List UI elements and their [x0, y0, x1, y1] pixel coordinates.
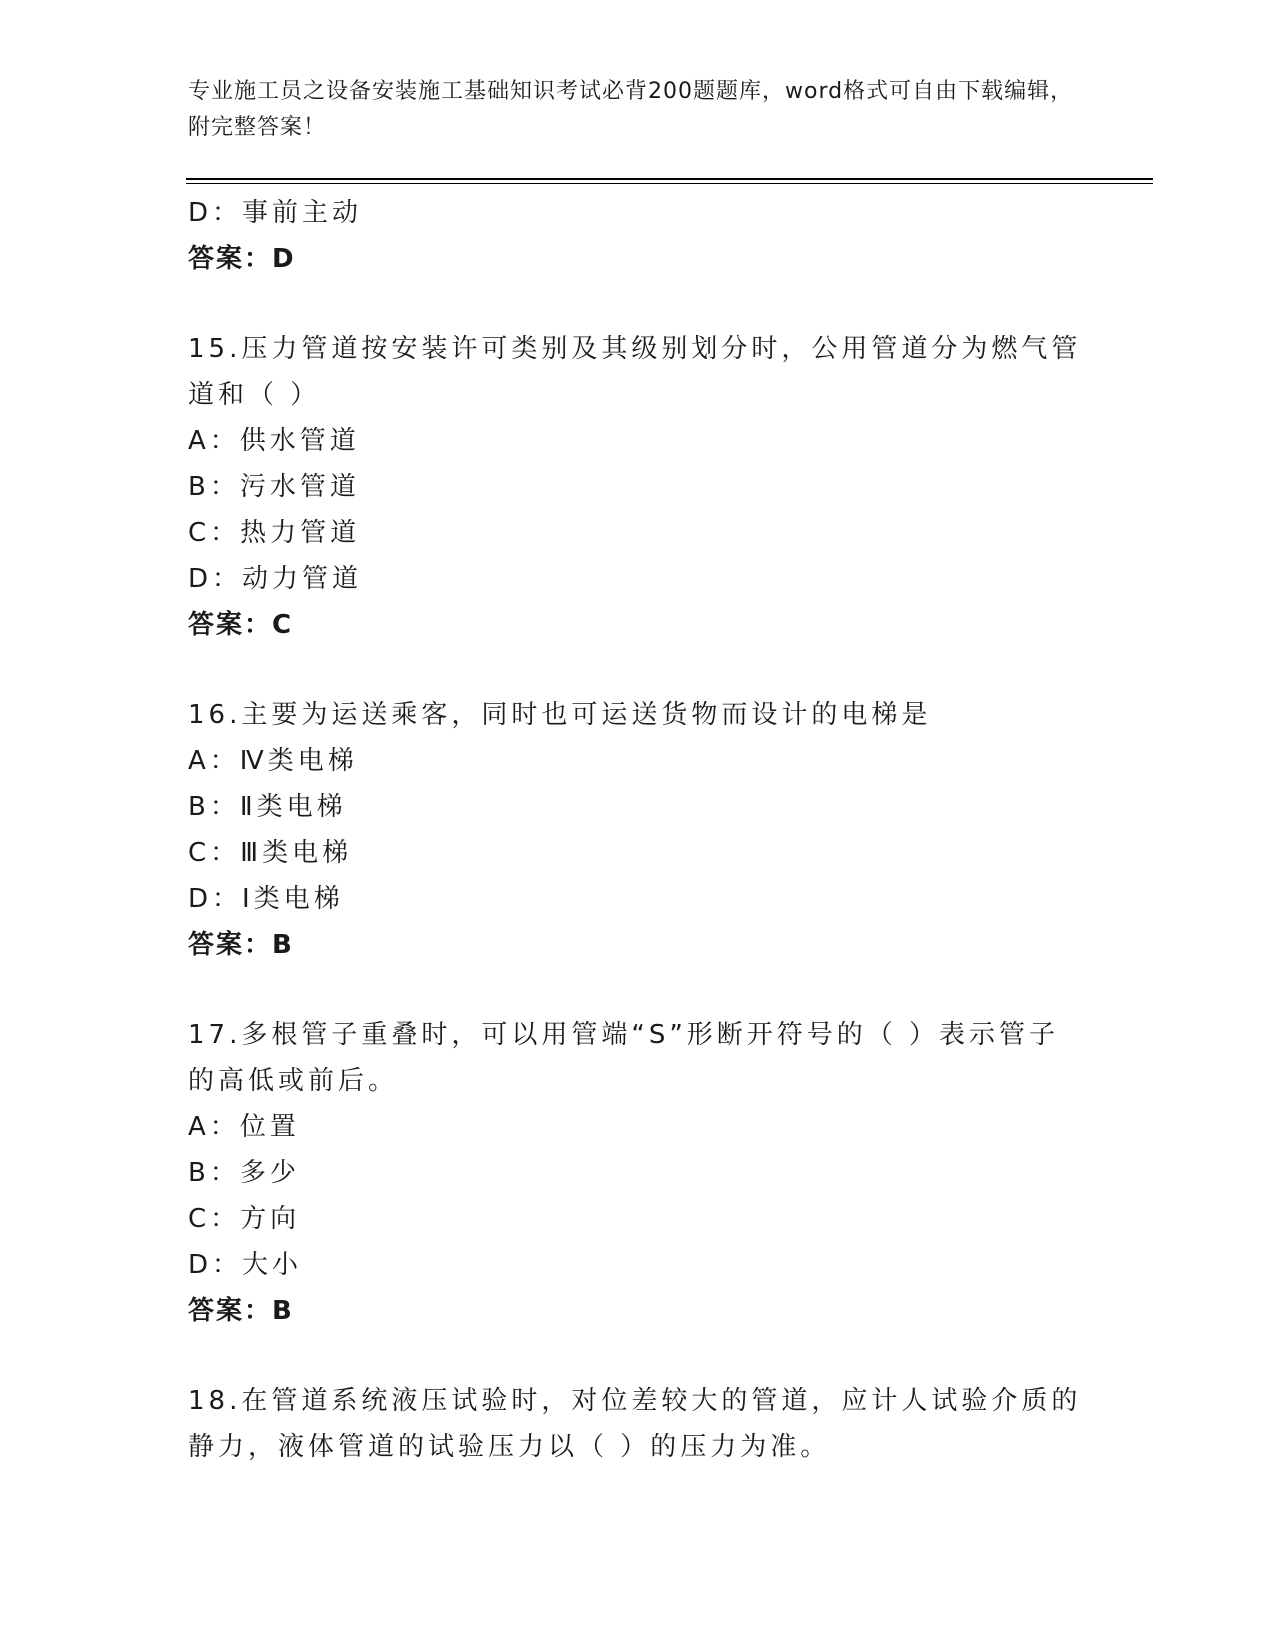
header-divider-thin: [186, 183, 1153, 184]
option-c: C：方向: [188, 1204, 301, 1234]
question-16: [188, 692, 1088, 968]
option-d: D：Ⅰ类电梯: [188, 884, 344, 914]
question-text: 18.在管道系统液压试验时，对位差较大的管道，应计人试验介质的静力，液体管道的试验压力以（ ）的压力为准。: [188, 1386, 1082, 1462]
question-15: [188, 326, 1088, 648]
option-d: D：大小: [188, 1250, 303, 1280]
answer: 答案：B: [188, 930, 294, 960]
option-d: D：动力管道: [188, 564, 363, 594]
question-17: [188, 1012, 1088, 1334]
option-b: B：Ⅱ类电梯: [188, 792, 347, 822]
option-a: A：供水管道: [188, 426, 360, 456]
question-18: [188, 1378, 1088, 1470]
answer: 答案：D: [188, 244, 296, 274]
question-text: 15.压力管道按安装许可类别及其级别划分时，公用管道分为燃气管道和（ ）: [188, 334, 1082, 410]
option-c: C：Ⅲ类电梯: [188, 838, 353, 868]
option-d: D：事前主动: [188, 198, 363, 228]
answer: 答案：C: [188, 610, 294, 640]
document-body: [188, 190, 1088, 1470]
option-b: B：多少: [188, 1158, 300, 1188]
option-c: C：热力管道: [188, 518, 361, 548]
option-a: A：Ⅳ类电梯: [188, 746, 358, 776]
header-divider: [186, 178, 1153, 180]
answer: 答案：B: [188, 1296, 294, 1326]
document-header: 专业施工员之设备安装施工基础知识考试必背200题题库，word格式可自由下载编辑，附完整答案！: [188, 79, 1074, 140]
option-b: B：污水管道: [188, 472, 360, 502]
question-text: 17.多根管子重叠时，可以用管端“S”形断开符号的（ ）表示管子的高低或前后。: [188, 1020, 1060, 1096]
question-text: 16.主要为运送乘客，同时也可运送货物而设计的电梯是: [188, 700, 932, 730]
option-a: A：位置: [188, 1112, 300, 1142]
